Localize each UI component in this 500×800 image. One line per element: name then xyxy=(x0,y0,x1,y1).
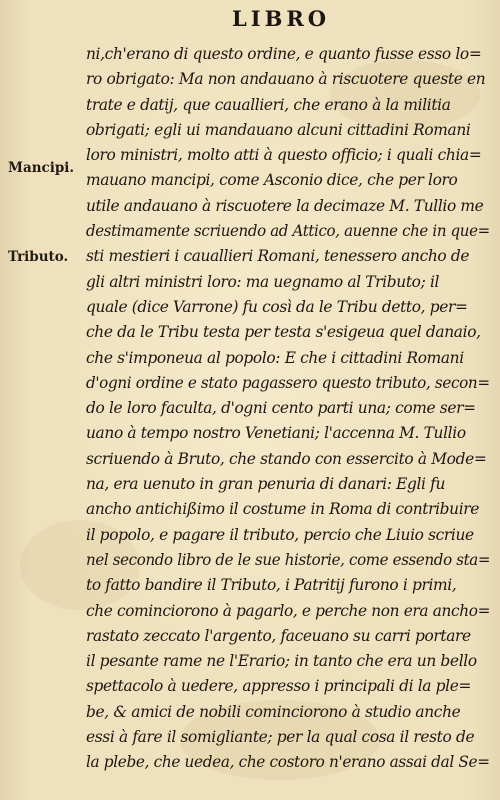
text-line: nel secondo libro de le sue historie, come essendo sta= xyxy=(86,550,491,569)
text-line: d'ogni ordine e stato pagassero questo tributo, secon= xyxy=(86,373,490,392)
text-line: il pesante rame ne l'Erario; in tanto che era un bello xyxy=(86,652,477,671)
text-line: ro obrigato: Ma non andauano à riscuotere queste en xyxy=(86,70,486,89)
page-header xyxy=(0,6,500,36)
text-line: destimamente scriuendo ad Attico, auenne che in que= xyxy=(86,222,490,241)
text-line: spettacolo à uedere, appresso i principali di la ple= xyxy=(86,677,472,696)
text-line: na, era uenuto in gran penuria di danari: Egli fu xyxy=(86,475,446,494)
text-line: essi à fare il somigliante; per la qual cosa il resto de xyxy=(86,728,475,747)
running-head: LIBRO xyxy=(232,6,331,31)
text-line: do le loro faculta, d'ogni cento parti una; come ser= xyxy=(86,399,476,418)
text-line: utile andauano à riscuotere la decimaze M. Tullio me xyxy=(86,196,484,215)
text-line: ancho antichißimo il costume in Roma di contribuire xyxy=(86,500,480,519)
text-line: scriuendo à Bruto, che stando con essercito à Mode= xyxy=(86,449,487,468)
text-line: mauano mancipi, come Asconio dice, che per loro xyxy=(86,171,458,190)
text-line: obrigati; egli ui mandauano alcuni cittadini Romani xyxy=(86,120,471,139)
text-line: sti mestieri i caualliеri Romani, tenessero ancho de xyxy=(86,247,470,266)
margin-note-mancipi: Mancipi. xyxy=(8,160,75,176)
text-line: be, & amici de nobili cominciorono à studio anche xyxy=(86,702,461,721)
text-line: quale (dice Varrone) fu così da le Tribu detto, per= xyxy=(86,297,468,316)
text-line: trate e datij, que caualliеri, che erano à la militia xyxy=(86,95,451,114)
text-line: to fatto bandire il Tributo, i Patritij furono i primi, xyxy=(86,576,457,595)
text-line: loro ministri, molto atti à questo officio; i quali chia= xyxy=(86,146,482,165)
text-line: ni,ch'erano di questo ordine, e quanto fusse esso lo= xyxy=(86,45,482,63)
text-line: uano à tempo nostro Venetiani; l'accenna M. Tullio xyxy=(86,424,466,443)
text-line: il popolo, e pagare il tributo, percio che Liuio scriue xyxy=(86,525,474,544)
text-line: che s'imponeua al popolo: E che i cittadini Romani xyxy=(86,348,464,367)
text-line: rastato zeccato l'argento, faceuano su carri portare xyxy=(86,626,471,645)
text-line: che da le Tribu testa per testa s'esigeua quel danaio, xyxy=(86,323,481,342)
body-text xyxy=(86,42,490,776)
text-line: la plebe, che uedea, che costoro n'erano assai dal Se= xyxy=(86,753,490,772)
text-line: che cominciorono à pagarlo, e perche non era ancho= xyxy=(86,601,491,620)
text-line: gli altri ministri loro: ma uegnamo al Tributo; il xyxy=(86,272,440,291)
margin-note-tributo: Tributo. xyxy=(8,249,69,265)
